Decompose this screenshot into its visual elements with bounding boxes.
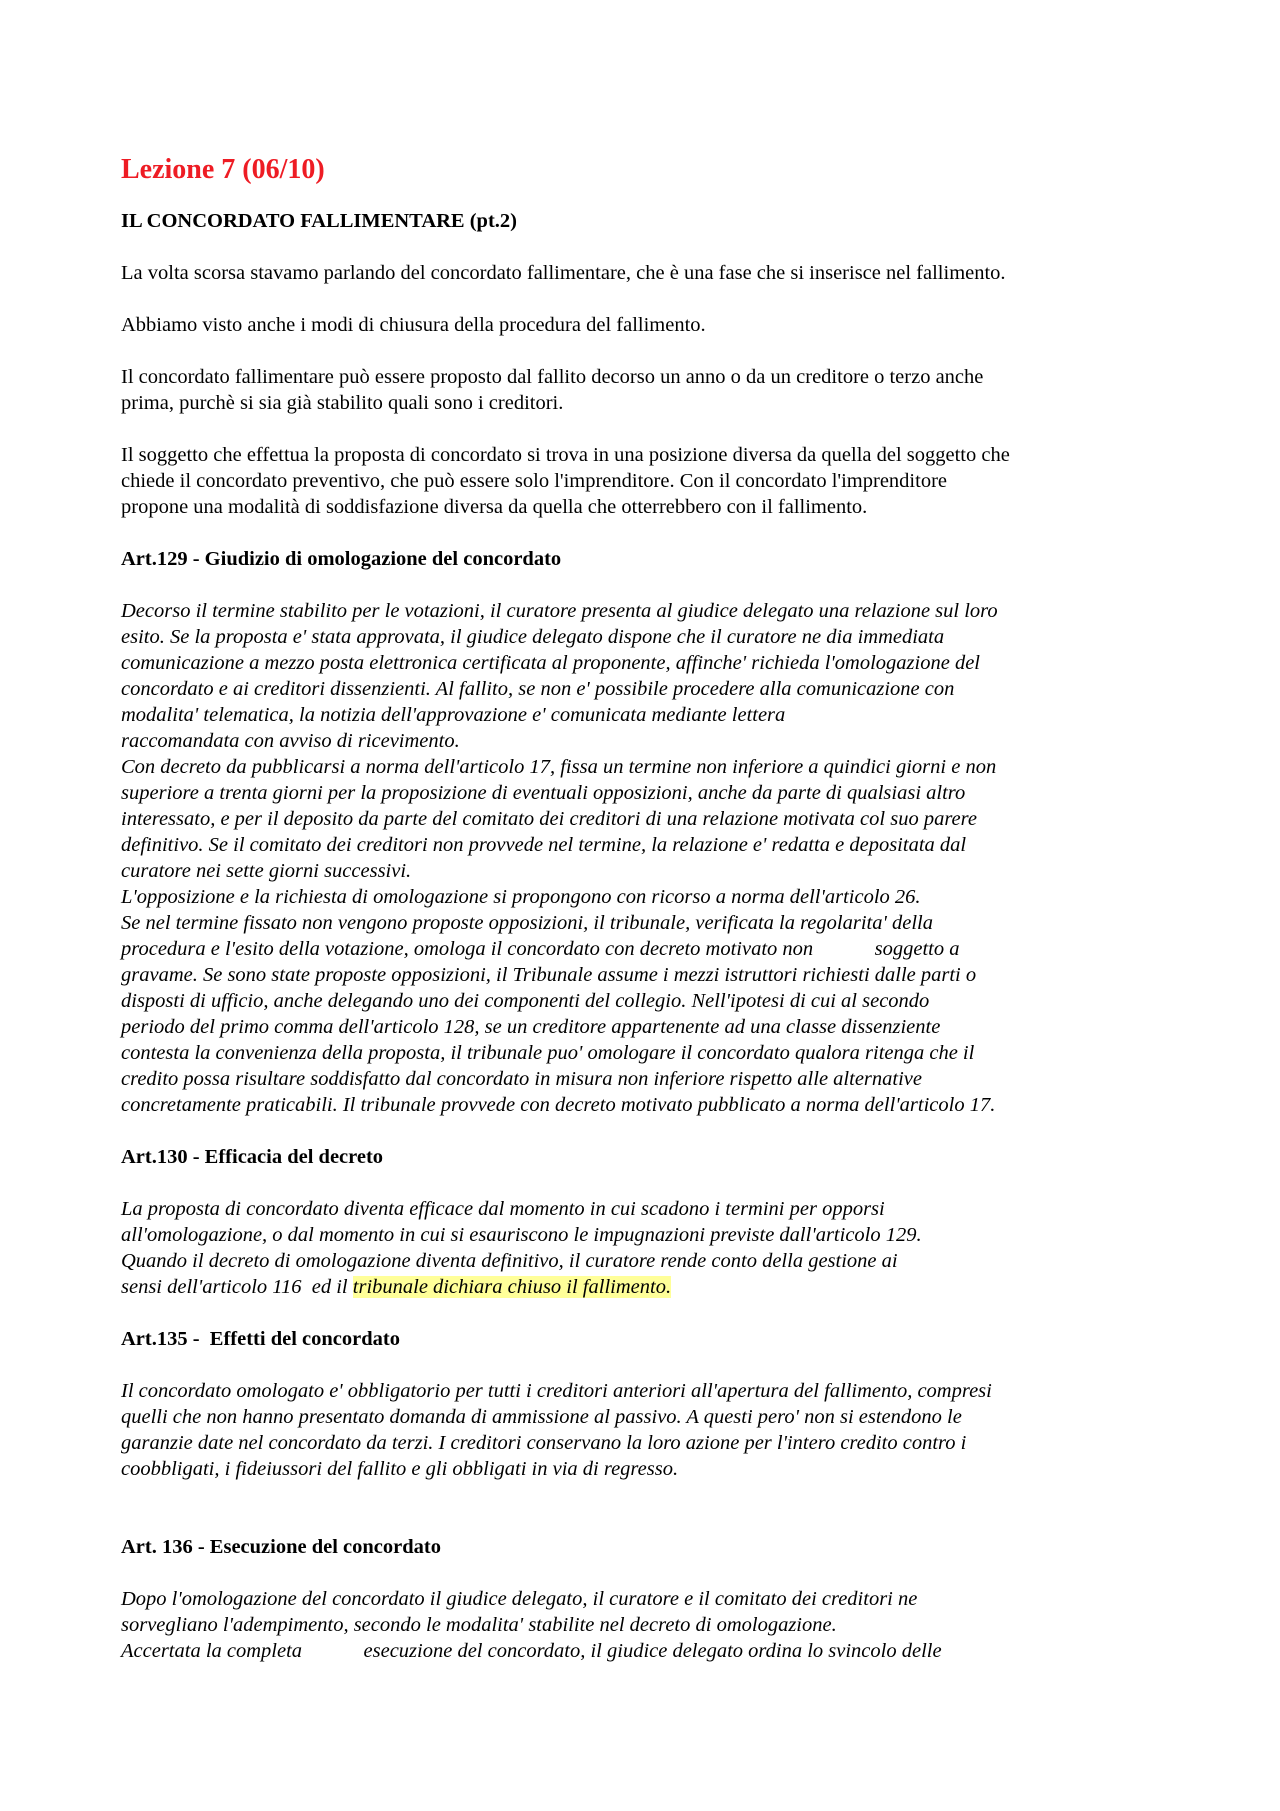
text-line: Il soggetto che effettua la proposta di concordato si trova in una posizione diversa da quella del soggetto che <box>121 444 1010 466</box>
text-line: interessato, e per il deposito da parte del comitato dei creditori di una relazione motivata col suo parere <box>121 808 977 830</box>
article-136 <box>121 1534 1171 1664</box>
article-135 <box>121 1326 1171 1482</box>
text-line: concretamente praticabili. Il tribunale provvede con decreto motivato pubblicato a norma dell'articolo 17. <box>121 1094 996 1116</box>
text-line: contesta la convenienza della proposta, il tribunale puo' omologare il concordato qualora ritenga che il <box>121 1042 975 1064</box>
article-heading: Art.130 - Efficacia del decreto <box>121 1146 384 1168</box>
article-text <box>121 1196 1171 1300</box>
text-line: definitivo. Se il comitato dei creditori non provvede nel termine, la relazione e' redatta e depositata dal <box>121 834 967 856</box>
article-text <box>121 1378 1171 1482</box>
intro-paragraph-4 <box>121 442 1171 520</box>
text-line: Accertata la completa esecuzione del concordato, il giudice delegato ordina lo svincolo delle <box>121 1640 942 1662</box>
text-line: procedura e l'esito della votazione, omologa il concordato con decreto motivato non soggetto a <box>121 938 960 960</box>
text-line: sorvegliano l'adempimento, secondo le modalita' stabilite nel decreto di omologazione. <box>121 1614 837 1636</box>
text-line: prima, purchè si sia già stabilito quali sono i creditori. <box>121 392 564 414</box>
text-line: Quando il decreto di omologazione diventa definitivo, il curatore rende conto della gestione ai <box>121 1250 898 1272</box>
text-line: L'opposizione e la richiesta di omologazione si propongono con ricorso a norma dell'articolo 26. <box>121 886 921 908</box>
text-line <box>121 1274 1171 1300</box>
article-heading: Art. 136 - Esecuzione del concordato <box>121 1536 441 1558</box>
text-line: credito possa risultare soddisfatto dal concordato in misura non inferiore rispetto alle alternative <box>121 1068 922 1090</box>
lesson-title: Lezione 7 (06/10) <box>121 154 325 185</box>
text-line: La proposta di concordato diventa efficace dal momento in cui scadono i termini per opporsi <box>121 1198 885 1220</box>
highlighted-text: tribunale dichiara chiuso il fallimento. <box>352 1276 672 1298</box>
text-line: periodo del primo comma dell'articolo 128, se un creditore appartenente ad una classe dissenziente <box>121 1016 941 1038</box>
article-129 <box>121 546 1171 1118</box>
text-line: curatore nei sette giorni successivi. <box>121 860 412 882</box>
text-line: quelli che non hanno presentato domanda di ammissione al passivo. A questi pero' non si estendono le <box>121 1406 962 1428</box>
text-line: modalita' telematica, la notizia dell'approvazione e' comunicata mediante lettera <box>121 704 786 726</box>
text-line: gravame. Se sono state proposte opposizioni, il Tribunale assume i mezzi istruttori richiesti dalle parti o <box>121 964 977 986</box>
article-heading: Art.135 - Effetti del concordato <box>121 1328 400 1350</box>
text-line: Il concordato omologato e' obbligatorio per tutti i creditori anteriori all'apertura del fallimento, compresi <box>121 1380 992 1402</box>
text-line: superiore a trenta giorni per la proposizione di eventuali opposizioni, anche da parte di qualsiasi altro <box>121 782 966 804</box>
text-line: concordato e ai creditori dissenzienti. Al fallito, se non e' possibile procedere alla comunicazione con <box>121 678 955 700</box>
text-line: Decorso il termine stabilito per le votazioni, il curatore presenta al giudice delegato una relazione sul loro <box>121 600 998 622</box>
text-line: Con decreto da pubblicarsi a norma dell'articolo 17, fissa un termine non inferiore a quindici giorni e non <box>121 756 997 778</box>
intro-paragraph-1 <box>121 260 1171 286</box>
document-page <box>121 150 1171 1690</box>
text-line: comunicazione a mezzo posta elettronica certificata al proponente, affinche' richieda l'omologazione del <box>121 652 980 674</box>
text-line: raccomandata con avviso di ricevimento. <box>121 730 460 752</box>
text-line: La volta scorsa stavamo parlando del concordato fallimentare, che è una fase che si inserisce nel fallimento. <box>121 262 1006 284</box>
text-line: all'omologazione, o dal momento in cui si esauriscono le impugnazioni previste dall'articolo 129. <box>121 1224 922 1246</box>
text-line: propone una modalità di soddisfazione diversa da quella che otterrebbero con il fallimento. <box>121 496 868 518</box>
text-line: disposti di ufficio, anche delegando uno dei componenti del collegio. Nell'ipotesi di cui al secondo <box>121 990 930 1012</box>
text-line: Se nel termine fissato non vengono proposte opposizioni, il tribunale, verificata la regolarita' della <box>121 912 933 934</box>
text-line: Il concordato fallimentare può essere proposto dal fallito decorso un anno o da un creditore o terzo anche <box>121 366 984 388</box>
intro-section <box>121 260 1171 520</box>
article-text <box>121 1586 1171 1664</box>
text-line: Dopo l'omologazione del concordato il giudice delegato, il curatore e il comitato dei creditori ne <box>121 1588 918 1610</box>
text-line: garanzie date nel concordato da terzi. I creditori conservano la loro azione per l'intero credito contro i <box>121 1432 967 1454</box>
text-line: esito. Se la proposta e' stata approvata, il giudice delegato dispone che il curatore ne dia immediata <box>121 626 945 648</box>
intro-paragraph-2 <box>121 312 1171 338</box>
intro-paragraph-3 <box>121 364 1171 416</box>
text-line: Abbiamo visto anche i modi di chiusura della procedura del fallimento. <box>121 314 706 336</box>
text-segment: sensi dell'articolo 116 ed il <box>121 1276 353 1298</box>
article-text <box>121 598 1171 1118</box>
section-title: IL CONCORDATO FALLIMENTARE (pt.2) <box>121 210 517 232</box>
article-heading: Art.129 - Giudizio di omologazione del concordato <box>121 548 562 570</box>
text-line: coobbligati, i fideiussori del fallito e gli obbligati in via di regresso. <box>121 1458 679 1480</box>
article-130 <box>121 1144 1171 1300</box>
text-line: chiede il concordato preventivo, che può essere solo l'imprenditore. Con il concordato l'imprenditore <box>121 470 947 492</box>
